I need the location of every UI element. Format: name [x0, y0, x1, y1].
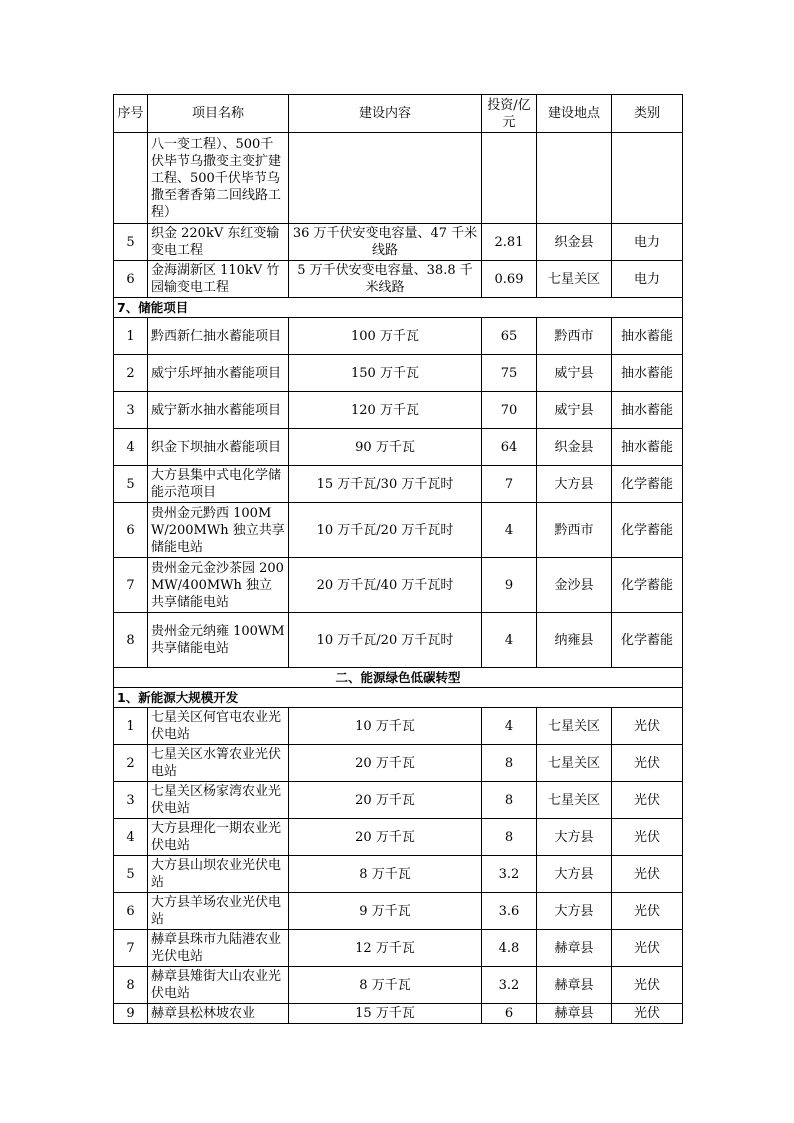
cell-project-name: 威宁乐坪抽水蓄能项目 [148, 355, 289, 392]
cell-category: 光伏 [612, 967, 683, 1004]
table-row [114, 503, 683, 558]
cell-project-name: 贵州金元金沙茶园 200MW/400MWh 独立共享储能电站 [148, 558, 289, 613]
cell-investment: 7 [482, 466, 537, 503]
cell-investment: 6 [482, 1004, 537, 1024]
cell-location: 威宁县 [537, 392, 612, 429]
section-heading-label: 7、储能项目 [114, 298, 683, 318]
cell-location: 七星关区 [537, 261, 612, 298]
major-section-heading [114, 668, 683, 688]
cell-project-name: 七星关区何官屯农业光伏电站 [148, 708, 289, 745]
cell-investment: 2.81 [482, 224, 537, 261]
cell-index [114, 133, 148, 224]
cell-content: 8 万千瓦 [289, 856, 482, 893]
cell-investment [482, 133, 537, 224]
cell-location: 七星关区 [537, 782, 612, 819]
cell-index: 8 [114, 613, 148, 668]
table-row [114, 261, 683, 298]
cell-location: 七星关区 [537, 708, 612, 745]
cell-location: 大方县 [537, 819, 612, 856]
table-row [114, 930, 683, 967]
cell-investment: 8 [482, 782, 537, 819]
cell-content: 20 万千瓦/40 万千瓦时 [289, 558, 482, 613]
cell-project-name: 大方县集中式电化学储能示范项目 [148, 466, 289, 503]
cell-project-name: 织金 220kV 东红变输变电工程 [148, 224, 289, 261]
cell-category: 化学蓄能 [612, 558, 683, 613]
cell-project-name: 大方县山坝农业光伏电站 [148, 856, 289, 893]
cell-category: 光伏 [612, 930, 683, 967]
cell-content: 150 万千瓦 [289, 355, 482, 392]
header-row [114, 95, 683, 133]
cell-index: 5 [114, 224, 148, 261]
cell-content: 36 万千伏安变电容量、47 千米线路 [289, 224, 482, 261]
section-heading-label: 1、新能源大规模开发 [114, 688, 683, 708]
cell-content [289, 133, 482, 224]
table-row [114, 893, 683, 930]
cell-location: 纳雍县 [537, 613, 612, 668]
cell-investment: 4 [482, 613, 537, 668]
cell-category: 光伏 [612, 893, 683, 930]
cell-investment: 8 [482, 819, 537, 856]
cell-investment: 4.8 [482, 930, 537, 967]
cell-category: 化学蓄能 [612, 503, 683, 558]
cell-project-name: 赫章县珠市九陆港农业光伏电站 [148, 930, 289, 967]
cell-project-name: 织金下坝抽水蓄能项目 [148, 429, 289, 466]
cell-location: 赫章县 [537, 930, 612, 967]
cell-investment: 64 [482, 429, 537, 466]
cell-index: 1 [114, 318, 148, 355]
cell-index: 4 [114, 819, 148, 856]
cell-index: 5 [114, 856, 148, 893]
project-table [113, 94, 683, 1024]
cell-project-name: 七星关区杨家湾农业光伏电站 [148, 782, 289, 819]
cell-category: 光伏 [612, 708, 683, 745]
cell-index: 6 [114, 261, 148, 298]
cell-location: 赫章县 [537, 1004, 612, 1024]
cell-category: 光伏 [612, 819, 683, 856]
cell-investment: 75 [482, 355, 537, 392]
cell-investment: 4 [482, 503, 537, 558]
cell-category: 光伏 [612, 782, 683, 819]
table-row [114, 392, 683, 429]
cell-location [537, 133, 612, 224]
cell-location: 织金县 [537, 429, 612, 466]
cell-category: 抽水蓄能 [612, 318, 683, 355]
cell-index: 1 [114, 708, 148, 745]
cell-investment: 70 [482, 392, 537, 429]
header-name: 项目名称 [148, 95, 289, 133]
table-row [114, 355, 683, 392]
header-content: 建设内容 [289, 95, 482, 133]
cell-content: 15 万千瓦/30 万千瓦时 [289, 466, 482, 503]
cell-investment: 0.69 [482, 261, 537, 298]
cell-category: 光伏 [612, 745, 683, 782]
table-row [114, 613, 683, 668]
cell-location: 大方县 [537, 893, 612, 930]
cell-content: 15 万千瓦 [289, 1004, 482, 1024]
cell-investment: 65 [482, 318, 537, 355]
cell-category: 电力 [612, 224, 683, 261]
cell-content: 90 万千瓦 [289, 429, 482, 466]
cell-content: 20 万千瓦 [289, 782, 482, 819]
cell-content: 10 万千瓦/20 万千瓦时 [289, 503, 482, 558]
cell-category [612, 133, 683, 224]
cell-project-name: 大方县羊场农业光伏电站 [148, 893, 289, 930]
table-row [114, 224, 683, 261]
cell-location: 大方县 [537, 856, 612, 893]
table-row [114, 782, 683, 819]
cell-category: 抽水蓄能 [612, 392, 683, 429]
cell-content: 20 万千瓦 [289, 819, 482, 856]
cell-index: 3 [114, 782, 148, 819]
table-row [114, 133, 683, 224]
table-row [114, 856, 683, 893]
cell-location: 织金县 [537, 224, 612, 261]
cell-index: 6 [114, 503, 148, 558]
table-row [114, 466, 683, 503]
cell-index: 7 [114, 558, 148, 613]
cell-project-name: 赫章县雉街大山农业光伏电站 [148, 967, 289, 1004]
cell-category: 光伏 [612, 856, 683, 893]
cell-index: 7 [114, 930, 148, 967]
cell-category: 光伏 [612, 1004, 683, 1024]
cell-content: 10 万千瓦/20 万千瓦时 [289, 613, 482, 668]
cell-content: 9 万千瓦 [289, 893, 482, 930]
cell-index: 9 [114, 1004, 148, 1024]
cell-content: 10 万千瓦 [289, 708, 482, 745]
cell-project-name: 金海湖新区 110kV 竹园输变电工程 [148, 261, 289, 298]
table-row [114, 318, 683, 355]
cell-project-name: 八一变工程）、500千伏毕节乌撒变主变扩建工程、500千伏毕节乌撒至奢香第二回线路工程） [148, 133, 289, 224]
cell-project-name: 贵州金元黔西 100MW/200MWh 独立共享储能电站 [148, 503, 289, 558]
table-row [114, 708, 683, 745]
header-invest: 投资/亿元 [482, 95, 537, 133]
cell-category: 化学蓄能 [612, 613, 683, 668]
cell-investment: 3.6 [482, 893, 537, 930]
cell-location: 黔西市 [537, 503, 612, 558]
major-section-heading-label: 二、能源绿色低碳转型 [114, 668, 683, 688]
cell-project-name: 威宁新水抽水蓄能项目 [148, 392, 289, 429]
cell-investment: 4 [482, 708, 537, 745]
header-location: 建设地点 [537, 95, 612, 133]
cell-location: 七星关区 [537, 745, 612, 782]
cell-location: 大方县 [537, 466, 612, 503]
section-heading [114, 298, 683, 318]
table-row [114, 1004, 683, 1024]
cell-project-name: 大方县理化一期农业光伏电站 [148, 819, 289, 856]
cell-location: 金沙县 [537, 558, 612, 613]
cell-index: 8 [114, 967, 148, 1004]
table-row [114, 819, 683, 856]
header-category: 类别 [612, 95, 683, 133]
cell-index: 4 [114, 429, 148, 466]
cell-content: 5 万千伏安变电容量、38.8 千米线路 [289, 261, 482, 298]
cell-investment: 9 [482, 558, 537, 613]
cell-category: 化学蓄能 [612, 466, 683, 503]
cell-project-name: 黔西新仁抽水蓄能项目 [148, 318, 289, 355]
table-row [114, 429, 683, 466]
cell-project-name: 赫章县松林坡农业 [148, 1004, 289, 1024]
cell-index: 6 [114, 893, 148, 930]
cell-location: 黔西市 [537, 318, 612, 355]
section-heading [114, 688, 683, 708]
cell-index: 2 [114, 745, 148, 782]
cell-index: 5 [114, 466, 148, 503]
cell-content: 8 万千瓦 [289, 967, 482, 1004]
table-row [114, 967, 683, 1004]
cell-project-name: 贵州金元纳雍 100WM 共享储能电站 [148, 613, 289, 668]
cell-investment: 3.2 [482, 967, 537, 1004]
cell-content: 12 万千瓦 [289, 930, 482, 967]
cell-content: 120 万千瓦 [289, 392, 482, 429]
cell-investment: 3.2 [482, 856, 537, 893]
cell-project-name: 七星关区水箐农业光伏电站 [148, 745, 289, 782]
table-row [114, 745, 683, 782]
header-index: 序号 [114, 95, 148, 133]
cell-content: 20 万千瓦 [289, 745, 482, 782]
cell-location: 威宁县 [537, 355, 612, 392]
cell-location: 赫章县 [537, 967, 612, 1004]
cell-investment: 8 [482, 745, 537, 782]
cell-category: 电力 [612, 261, 683, 298]
table-row [114, 558, 683, 613]
cell-index: 2 [114, 355, 148, 392]
cell-content: 100 万千瓦 [289, 318, 482, 355]
cell-category: 抽水蓄能 [612, 355, 683, 392]
cell-category: 抽水蓄能 [612, 429, 683, 466]
cell-index: 3 [114, 392, 148, 429]
